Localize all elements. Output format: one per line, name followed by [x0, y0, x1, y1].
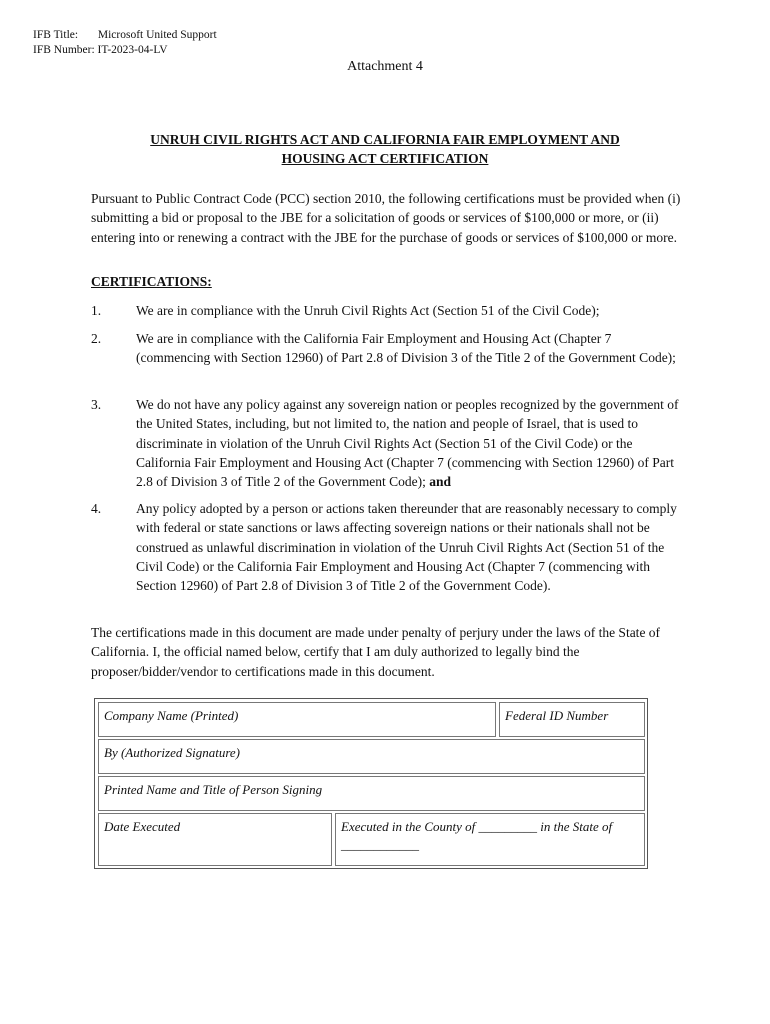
- title-line-2: HOUSING ACT CERTIFICATION: [281, 151, 489, 166]
- document-title: [90, 130, 680, 168]
- executed-county-label: Executed in the County of _________ in the State of ____________: [341, 819, 613, 852]
- date-executed-label: Date Executed: [104, 819, 181, 834]
- item-text: We are in compliance with the California Fair Employment and Housing Act (Chapter 7 (commencing with Section 12960) of Part 2.8 of Division 3 of the Title 2 of the Government Code);: [136, 331, 676, 366]
- federal-id-label: Federal ID Number: [505, 708, 609, 723]
- item-text-suffix: and: [429, 474, 452, 490]
- item-number: 3.: [91, 397, 102, 412]
- executed-county-field[interactable]: [335, 813, 645, 866]
- federal-id-field[interactable]: [499, 702, 645, 737]
- item-number: 2.: [91, 331, 102, 346]
- printed-name-title-label: Printed Name and Title of Person Signing: [104, 782, 323, 797]
- date-executed-field[interactable]: [98, 813, 332, 866]
- intro-paragraph: Pursuant to Public Contract Code (PCC) section 2010, the following certifications must be provided when (i) submitting a bid or proposal to the JBE for a solicitation of goods or services of $100,000 or more, or (ii) entering into or renewing a contract with the JBE for the purchase of goods or services of $100,000 or more.: [91, 191, 681, 245]
- ifb-title-label: IFB Title:: [33, 29, 79, 41]
- item-text: We are in compliance with the Unruh Civil Rights Act (Section 51 of the Civil Code);: [136, 303, 600, 318]
- title-line-1: UNRUH CIVIL RIGHTS ACT AND CALIFORNIA FAIR EMPLOYMENT AND: [150, 132, 620, 147]
- ifb-number-label: IFB Number:: [33, 44, 95, 56]
- company-name-label: Company Name (Printed): [104, 708, 239, 723]
- item-text: Any policy adopted by a person or actions taken thereunder that are reasonably necessary to comply with federal or state sanctions or laws affecting sovereign nations or their nationals shall not be construed as unlawful discrimination in violation of the Unruh Civil Rights Act (Section 51 of the Civil Code) or the California Fair Employment and Housing Act (Chapter 7 (commencing with Section 12960) of Part 2.8 of Division 3 of Title 2 of the Government Code).: [136, 501, 677, 594]
- signature-table: [94, 698, 648, 869]
- closing-paragraph: The certifications made in this document are made under penalty of perjury under the laws of the State of California. I, the official named below, certify that I am duly authorized to legally bind the proposer/bidder/vendor to certifications made in this document.: [91, 625, 661, 679]
- certifications-heading: CERTIFICATIONS:: [91, 274, 212, 289]
- item-number: 1.: [91, 303, 102, 318]
- company-name-field[interactable]: [98, 702, 496, 737]
- ifb-number-value: IT-2023-04-LV: [97, 44, 168, 56]
- ifb-title-value: Microsoft United Support: [97, 29, 217, 41]
- item-text-wrapper: [136, 395, 681, 491]
- signature-field[interactable]: [98, 739, 645, 774]
- item-number: 4.: [91, 501, 102, 516]
- signature-label: By (Authorized Signature): [104, 745, 240, 760]
- ifb-number-line: [33, 43, 168, 58]
- attachment-label: Attachment 4: [347, 59, 423, 74]
- ifb-title-line: [33, 28, 217, 43]
- printed-name-title-field[interactable]: [98, 776, 645, 811]
- item-text: We do not have any policy against any sovereign nation or peoples recognized by the government of the United States, including, but not limited to, the nation and people of Israel, that is used to discriminate in violation of the Unruh Civil Rights Act (Section 51 of the Civil Code) or the California Fair Employment and Housing Act (Chapter 7 (commencing with Section 12960) of Part 2.8 of Division 3 of Title 2 of the Government Code);: [136, 397, 679, 490]
